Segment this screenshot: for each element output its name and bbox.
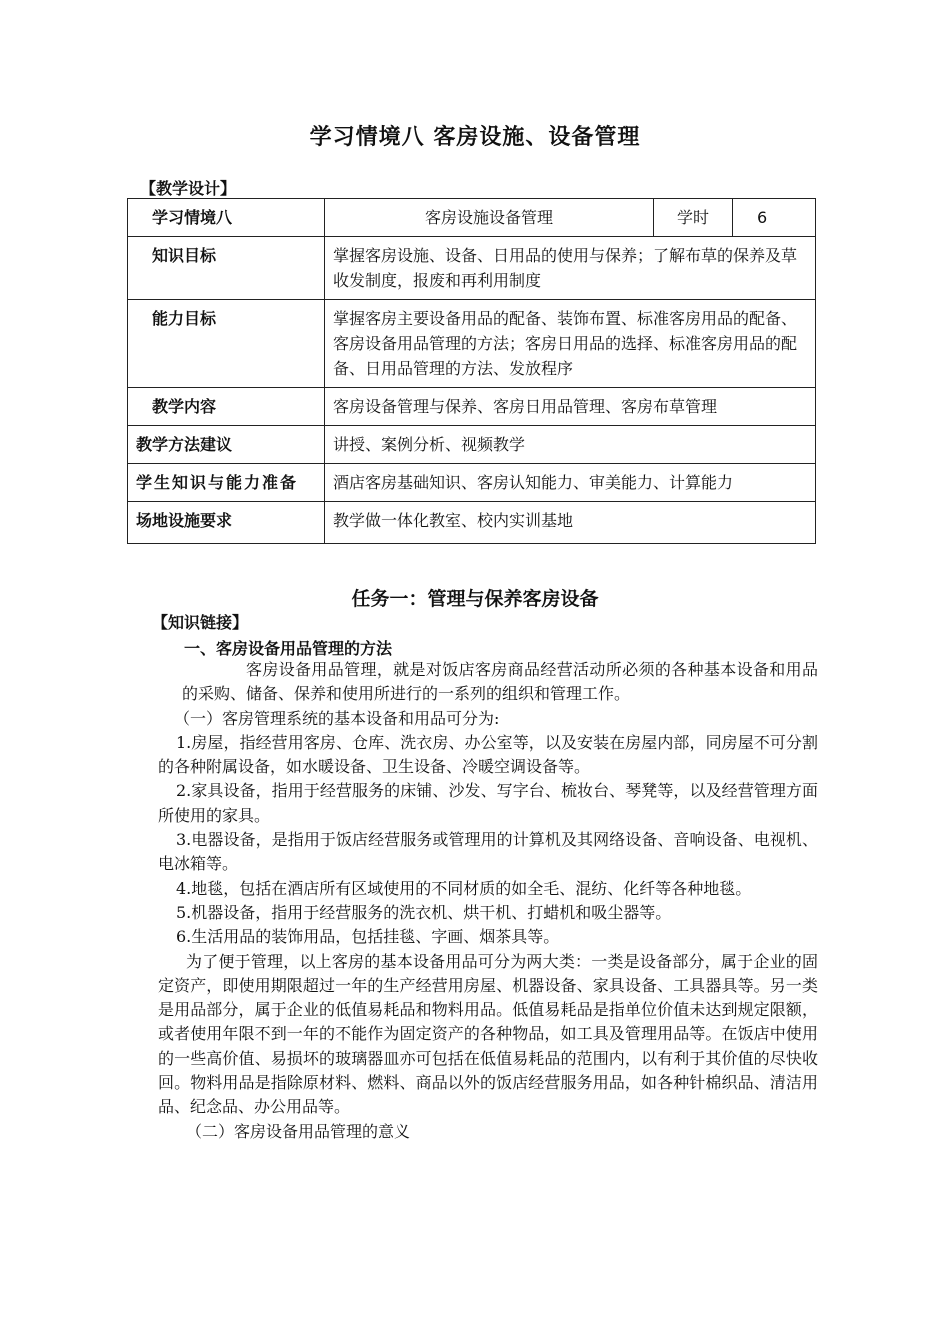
paragraph: 为了便于管理，以上客房的基本设备用品可分为两大类：一类是设备部分，属于企业的固定资产，即使用期限超过一年的生产经营用房屋、机器设备、家具设备、工具器具等。另一类是用品部分，属于企业的低值易耗品和物料用品。低值易耗品是指单位价值未达到规定限额，或者使用年限不到一年的不能作为固定资产的各种物品，如工具及管理用品等。在饭店中使用的一些高价值、易损坏的玻璃器皿亦可包括在低值易耗品的范围内，以有利于其价值的尽快收回。物料用品是指除原材料、燃料、商品以外的饭店经营服务用品，如各种针棉织品、清洁用品、纪念品、办公用品等。 [158,951,818,1117]
teaching-design-table [127,198,816,544]
paragraph: （二）客房设备用品管理的意义 [186,1121,411,1141]
design-section-label: 【教学设计】 [140,179,237,198]
table-row [128,199,816,237]
paragraph: 5.机器设备，指用于经营服务的洗衣机、烘干机、打蜡机和吸尘器等。 [176,902,672,922]
venue-value: 教学做一体化教室、校内实训基地 [325,502,816,544]
teaching-content-value: 客房设备管理与保养、客房日用品管理、客房布草管理 [325,388,816,426]
situation-name: 客房设施设备管理 [325,199,654,237]
ability-goal-label: 能力目标 [128,300,325,388]
table-row [128,300,816,388]
paragraph: 2.家具设备，指用于经营服务的床铺、沙发、写字台、梳妆台、琴凳等，以及经营管理方面所使用的家具。 [158,781,818,825]
paragraph: 3.电器设备，是指用于饭店经营服务或管理用的计算机及其网络设备、音响设备、电视机、电冰箱等。 [158,830,818,874]
table-row [128,502,816,544]
knowledge-goal-value: 掌握客房设施、设备、日用品的使用与保养；了解布草的保养及草收发制度，报废和再利用制度 [325,237,816,300]
teaching-content-label: 教学内容 [128,388,325,426]
knowledge-link-label: 【知识链接】 [152,613,249,632]
table-row [128,464,816,502]
venue-label: 场地设施要求 [128,502,325,544]
table-row [128,237,816,300]
hours-label: 学时 [654,199,733,237]
paragraph: （一）客房管理系统的基本设备和用品可分为: [174,708,500,728]
body-text [158,658,818,1144]
table-row [128,426,816,464]
paragraph: 4.地毯，包括在酒店所有区域使用的不同材质的如全毛、混纺、化纤等各种地毯。 [176,878,752,898]
section-heading: 一、客房设备用品管理的方法 [184,639,393,658]
teaching-method-value: 讲授、案例分析、视频教学 [325,426,816,464]
ability-goal-value: 掌握客房主要设备用品的配备、装饰布置、标准客房用品的配备、客房设备用品管理的方法；客房日用品的选择、标准客房用品的配备、日用品管理的方法、发放程序 [325,300,816,388]
hours-value: 6 [733,199,816,237]
situation-label: 学习情境八 [128,199,325,237]
table-row [128,388,816,426]
paragraph: 1.房屋，指经营用客房、仓库、洗衣房、办公室等，以及安装在房屋内部，同房屋不可分割的各种附属设备，如水暖设备、卫生设备、冷暖空调设备等。 [158,732,818,777]
page-title: 学习情境八 客房设施、设备管理 [309,125,641,150]
paragraph: 客房设备用品管理，就是对饭店客房商品经营活动所必须的各种基本设备和用品的采购、储备、保养和使用所进行的一系列的组织和管理工作。 [182,660,818,704]
teaching-method-label: 教学方法建议 [128,426,325,464]
knowledge-goal-label: 知识目标 [128,237,325,300]
student-prep-value: 酒店客房基础知识、客房认知能力、审美能力、计算能力 [325,464,816,502]
task-title: 任务一：管理与保养客房设备 [351,588,599,610]
paragraph: 6.生活用品的装饰用品，包括挂毯、字画、烟茶具等。 [176,927,560,947]
student-prep-label: 学生知识与能力准备 [128,464,325,502]
